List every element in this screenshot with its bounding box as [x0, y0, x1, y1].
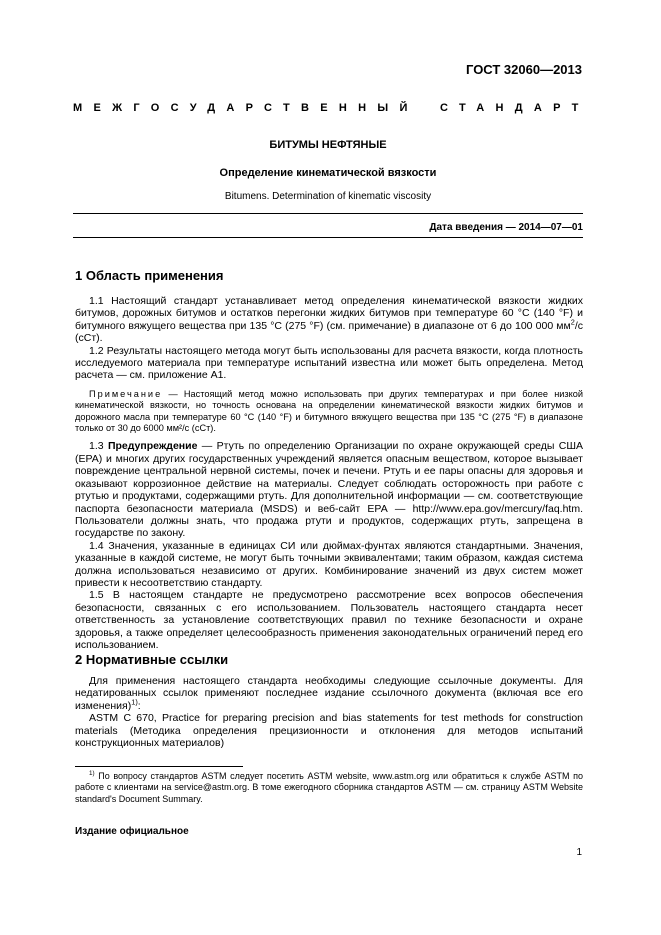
document-subtitle: Определение кинематической вязкости — [219, 167, 437, 179]
section-2-heading: 2 Нормативные ссылки — [75, 652, 229, 667]
document-title: БИТУМЫ НЕФТЯНЫЕ — [269, 139, 387, 151]
divider-top — [73, 213, 583, 214]
superscript: 2 — [570, 317, 575, 327]
paragraph-1-5: 1.5 В настоящем стандарте не предусмотрено рассмотрение всех вопросов обеспечения безопасности, связанных с его использованием. Пользователь настоящего стандарта несет ответственность за установление соответствующих правил по технике безопасности и охране здоровья, а также определяет целесообразность применения законодательных ограничений перед его использованием. — [75, 589, 583, 651]
note-text: — Настоящий метод можно использовать при других температурах и при более низкой кинематической вязкости, но точность основана на определении кинематической вязкости жидких битумов и дорожного масла при температуре 60 °С (140 °F) и битумного вяжущего вещества при 135 °С (275 °F) в диапазоне только от 30 до 6000 мм²/с (сСт). — [75, 388, 583, 434]
note — [75, 389, 583, 435]
header-interstate: МЕЖГОСУДАРСТВЕННЫЙ — [73, 102, 419, 114]
paragraph-1-4: 1.4 Значения, указанные в единицах СИ или дюймах-фунтах являются стандартными. Значения, указанные в каждой системе, не могут быть точными эквивалентами; таким образом, каждая система должна использоваться независимо от других. Комбинирование значений из двух систем может привести к несоответствию стандарту. — [75, 539, 583, 589]
paragraph-1-1 — [75, 295, 583, 345]
paragraph-1-1-text: 1.1 Настоящий стандарт устанавливает метод определения кинематической вязкости жидких битумов, дорожных битумов и остатков перегонки жидких битумов при температуре 60 °С (140 °F) и битумного вяжущего вещества при 135 °С (275 °F) (см. примечание) в диапазоне от 6 до 100 000 мм — [75, 295, 583, 332]
section-1-heading: 1 Область применения — [75, 268, 224, 283]
warning-label: Предупреждение — [107, 440, 198, 453]
paragraph-1-1-end: /с (сСт). — [75, 319, 583, 345]
section-2-body — [75, 675, 583, 749]
standard-code: ГОСТ 32060—2013 — [466, 62, 582, 77]
intro-date: Дата введения — 2014—07—01 — [429, 222, 583, 233]
paragraph-1-2: 1.2 Результаты настоящего метода могут быть использованы для расчета вязкости, когда плотность исследуемого материала при температуре испытаний известна или может быть определена. Метод расчета — см. приложение А1. — [75, 344, 583, 382]
footnote-divider — [75, 766, 243, 767]
note-label: Примечание — [89, 388, 163, 399]
paragraph-2-1 — [75, 675, 583, 712]
footnote-marker: 1) — [89, 770, 95, 777]
header-standard: СТАНДАРТ — [440, 102, 590, 114]
edition-label: Издание официальное — [75, 826, 189, 837]
divider-bottom — [73, 237, 583, 238]
footnote — [75, 771, 583, 805]
page-number: 1 — [576, 847, 582, 858]
paragraph-1-3-number: 1.3 — [89, 440, 108, 453]
section-1-body — [75, 295, 583, 651]
footnote-text — [75, 771, 583, 805]
paragraph-2-1-end: : — [137, 699, 141, 712]
paragraph-2-1-text: Для применения настоящего стандарта необходимы следующие ссылочные документы. Для недатированных ссылок применяют последнее издание ссылочного документа (включая все его изменения) — [75, 675, 583, 712]
paragraph-1-3-text: — Ртуть по определению Организации по охране окружающей среды США (ЕРА) и многих других государственных учреждений является опасным веществом, которое вызывает повреждение центральной нервной системы, почек и печени. Ртуть и ее пары опасны для здоровья и оказывают коррозионное действие на материалы. Следует соблюдать осторожность при работе с ртутью и продуктами, содержащими ртуть. Для дополнительной информации — см. соответствующие паспорта безопасности материала (MSDS) и веб-сайт ЕРА — http://www.epa.gov/mercury/faq.htm. Пользователи должны знать, что продажа ртути и продуктов, содержащих ртуть, запрещена в государстве по закону. — [75, 440, 584, 540]
paragraph-2-2: ASTM С 670, Practice for preparing precision and bias statements for test methods for construction materials (Методика определения прецизионности и отклонения для методов испытаний конструкционных материалов) — [75, 712, 583, 750]
footnote-body: По вопросу стандартов ASTM следует посетить ASTM website, www.astm.org или обратиться к службе ASTM по работе с клиентами на service@astm.org. В томе ежегодного сборника стандартов ASTM — см. страницу ASTM Website standard's Document Summary. — [75, 771, 583, 804]
english-title: Bitumens. Determination of kinematic viscosity — [224, 191, 432, 202]
footnote-ref: 1) — [131, 697, 138, 707]
paragraph-1-3 — [75, 440, 583, 539]
